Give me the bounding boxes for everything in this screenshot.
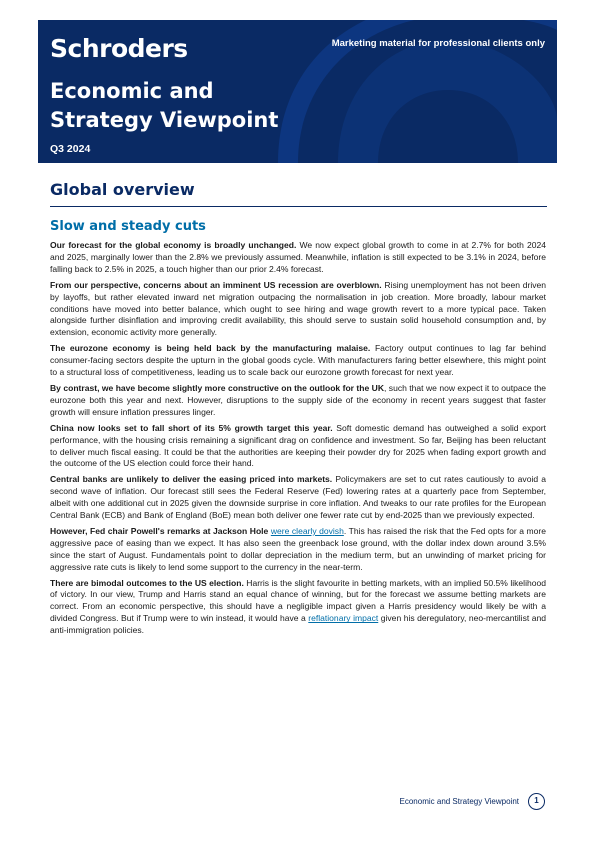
- paragraph-lead: However, Fed chair Powell's remarks at Jackson Hole: [50, 525, 269, 536]
- paragraph-text: We now expect global growth to come in at 2.7% for both 2024 and 2025, marginally lower than the 2.8% we previously assumed. Meanwhile, inflation is still expected to be 3.1% in 2024, before falling back to 2.5% in 2025, a touch higher than our prior 2.4% forecast.: [50, 240, 546, 274]
- section-title: Global overview: [50, 180, 195, 199]
- dovish-remarks-link[interactable]: were clearly dovish: [270, 525, 344, 536]
- section-subtitle: Slow and steady cuts: [50, 219, 206, 234]
- paragraph-central-banks: [50, 474, 546, 522]
- paragraph-text: Rising unemployment has not been driven by layoffs, but rather elevated inward net migration outpacing the normalisation in job creation. More broadly, labour market conditions have moved into better balance, which ought to see hiring and wage growth revert to a more typical pace. Taken alongside further disinflation and improving credit availability, this should serve to sustain solid household consumption and, by extension, economic activity more generally.: [50, 279, 546, 338]
- paragraph-lead: The eurozone economy is being held back by the manufacturing malaise.: [50, 343, 371, 354]
- paragraph-lead: Central banks are unlikely to deliver the easing priced into markets.: [50, 474, 333, 485]
- paragraph-us-recession: [50, 280, 546, 340]
- paragraph-text: , such that we now expect it to outpace the eurozone both this year and next. However, disruptions to the supply side of the economy in recent years suggest that faster growth will ensure inflation pressures linger.: [50, 382, 546, 417]
- paragraph-uk: [50, 383, 546, 419]
- document-title-line-1: Economic and: [50, 79, 214, 103]
- paragraph-text: Harris is the slight favourite in betting markets, with an implied 50.5% likelihood of victory. In our view, Trump and Harris stand an equal chance of winning, but for the forecast we assume betting markets are correct. From an economic perspective, this should have a negligible impact given a Harris presidency would likely be with a divided Congress. But if Trump were to win instead, it would have a: [50, 577, 546, 624]
- schroders-logo: Schroders: [50, 34, 188, 63]
- article-body: [50, 240, 546, 641]
- paragraph-text: . This has raised the risk that the Fed opts for a more aggressive pace of easing than we expect. It has also seen the greenback lose ground, with the dollar index down around 3.5% since the start of August. Fundamentals point to dollar depreciation in the medium term, but an unwinding of market pricing for aggressive rate cuts is likely to lend some support to the currency in the near-term.: [50, 525, 546, 572]
- reflationary-impact-link[interactable]: reflationary impact: [308, 613, 379, 624]
- paragraph-eurozone: [50, 343, 546, 379]
- paragraph-text: Soft domestic demand has outweighed a solid export performance, with the housing crisis remaining a significant drag on confidence and investment. So far, Beijing has been reluctant to deliver much fiscal easing. It could be that the authorities are keeping their powder dry for 2025 when fading export growth and the outcome of the US election could force their hand.: [50, 422, 547, 469]
- page-number: 1: [528, 793, 545, 810]
- document-title: [50, 77, 310, 135]
- paragraph-global-forecast: [50, 240, 546, 276]
- paragraph-fed-powell: [50, 526, 546, 574]
- section-divider: [50, 206, 547, 207]
- document-quarter: Q3 2024: [50, 143, 91, 155]
- paragraph-lead: Our forecast for the global economy is broadly unchanged.: [50, 240, 297, 250]
- paragraph-us-election: [50, 578, 546, 638]
- paragraph-china: [50, 423, 546, 471]
- paragraph-text: given his deregulatory, neo-mercantilist and anti-immigration policies.: [50, 613, 546, 636]
- paragraph-lead: By contrast, we have become slightly more constructive on the outlook for the UK: [50, 382, 385, 393]
- header-banner: [38, 20, 557, 163]
- document-title-line-2: Strategy Viewpoint: [50, 108, 279, 132]
- paragraph-lead: From our perspective, concerns about an imminent US recession are overblown.: [50, 279, 382, 290]
- footer-publication-name: Economic and Strategy Viewpoint: [399, 797, 519, 806]
- paragraph-text: Factory output continues to lag far behind consumer-facing sectors despite the upturn in the global goods cycle. With manufacturers faring better elsewhere, this might point to a structural loss of competitiveness, leading us to scale back our eurozone growth forecast for next year.: [50, 343, 546, 378]
- paragraph-lead: There are bimodal outcomes to the US election.: [50, 577, 244, 588]
- paragraph-lead: China now looks set to fall short of its 5% growth target this year.: [50, 422, 333, 433]
- audience-tagline: Marketing material for professional clients only: [331, 38, 545, 49]
- paragraph-text: Policymakers are set to cut rates cautiously to avoid a second wave of inflation. Our forecast still sees the Federal Reserve (Fed) lowering rates at a quarterly pace from September, albeit with one additional cut in 2025 given the downside surprise in core inflation. And tweaks to our rate profiles for the European Central Bank (ECB) and Bank of England (BoE) mean both deliver one fewer rate cut by end-2025 than we previously expected.: [50, 474, 546, 521]
